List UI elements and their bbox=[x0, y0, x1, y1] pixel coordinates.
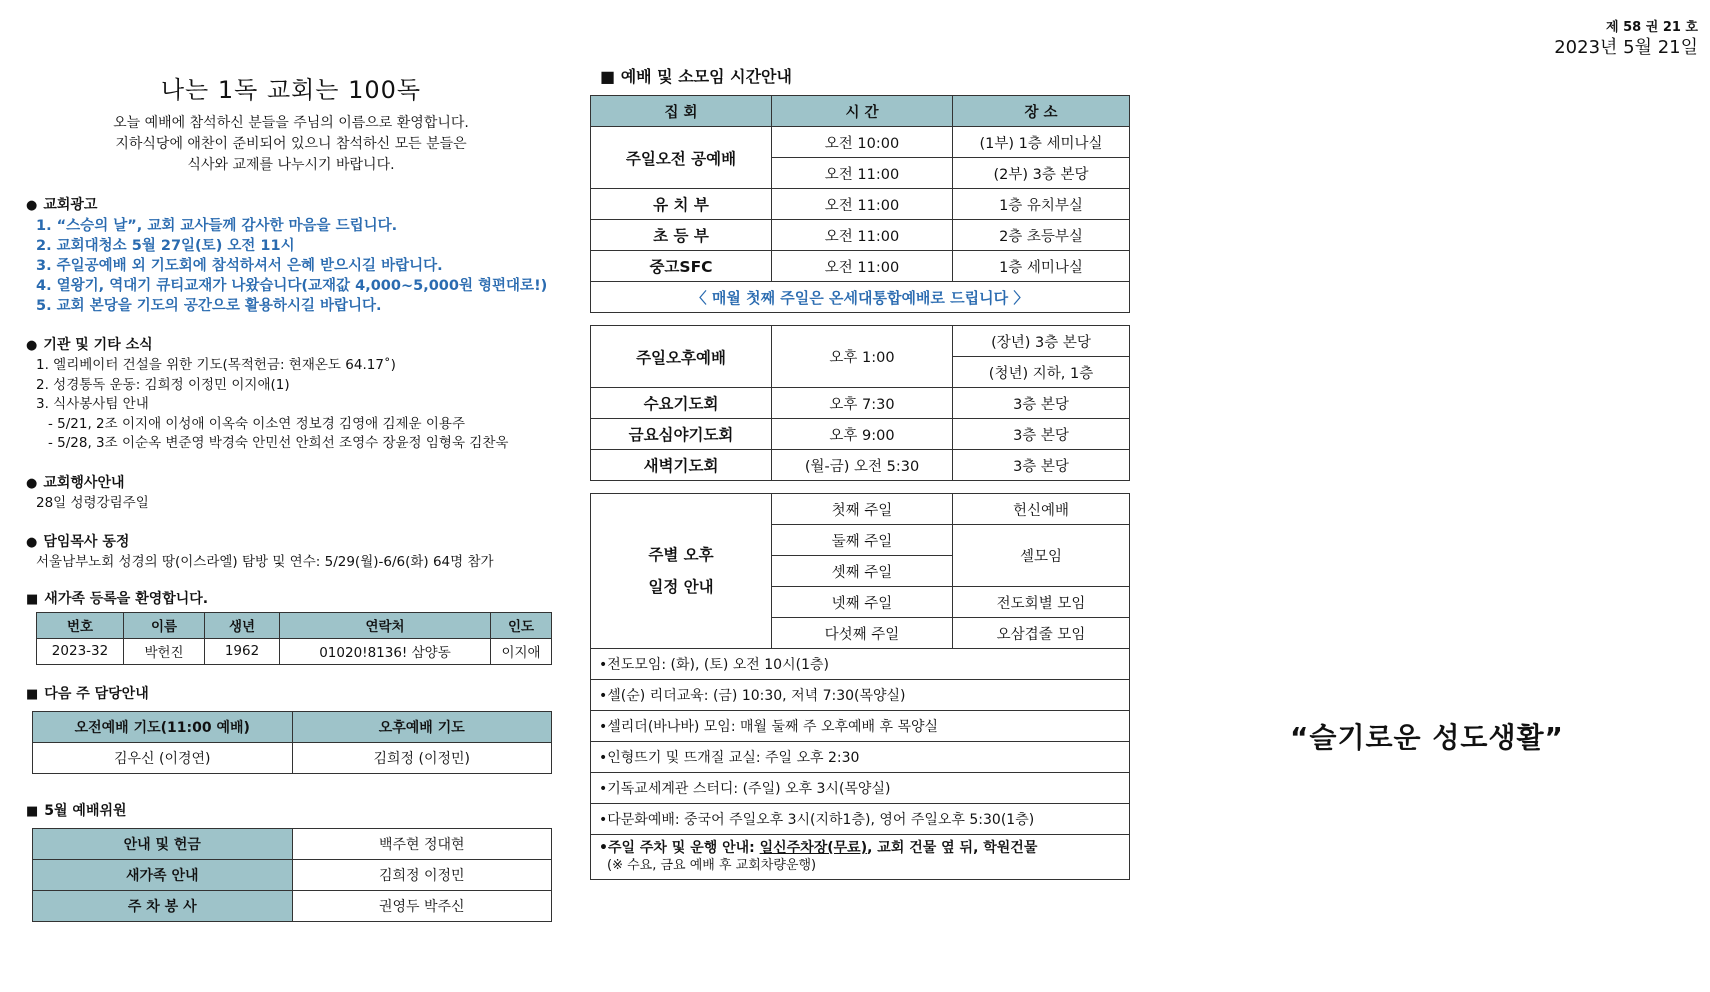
service-name: 초 등 부 bbox=[591, 220, 772, 251]
news-list bbox=[36, 356, 566, 454]
table-row bbox=[591, 189, 1130, 220]
bullet-icon: ● bbox=[26, 198, 38, 213]
notices-list bbox=[36, 216, 566, 316]
news-heading bbox=[26, 334, 566, 354]
parking-info bbox=[591, 835, 1130, 880]
service-place: 3층 본당 bbox=[953, 419, 1130, 450]
table-row bbox=[591, 773, 1130, 804]
pastor-heading bbox=[26, 531, 566, 551]
service-place: 1층 유치부실 bbox=[953, 189, 1130, 220]
parking-suffix: , 교회 건물 옆 뒤, 학원건물 bbox=[867, 840, 1038, 856]
table-row bbox=[591, 388, 1130, 419]
parking-lot: 일신주차장(무료) bbox=[759, 840, 868, 856]
welcome-line: 지하식당에 애찬이 준비되어 있으니 참석하신 모든 분들은 bbox=[115, 136, 467, 152]
service-place: (장년) 3층 본당 bbox=[953, 326, 1130, 357]
week-cell: 둘째 주일 bbox=[772, 525, 953, 556]
info-row: •인형뜨기 및 뜨개질 교실: 주일 오후 2:30 bbox=[591, 742, 1130, 773]
service-time: 오후 7:30 bbox=[772, 388, 953, 419]
parking-line bbox=[599, 839, 1129, 857]
service-time: 오후 9:00 bbox=[772, 419, 953, 450]
service-time: 오전 11:00 bbox=[772, 220, 953, 251]
next-week-table bbox=[32, 711, 552, 774]
service-name: 새벽기도회 bbox=[591, 450, 772, 481]
activity-cell: 셀모임 bbox=[953, 525, 1130, 587]
may-committee-title: 5월 예배위원 bbox=[44, 802, 127, 819]
bullet-icon: ● bbox=[26, 475, 38, 491]
news-sub-item: - 5/21, 2조 이지애 이성애 이옥숙 이소연 정보경 김영애 김제운 이용주 bbox=[48, 415, 466, 432]
week-cell: 다섯째 주일 bbox=[772, 618, 953, 649]
table-cell: 박헌진 bbox=[124, 638, 205, 664]
service-place: 3층 본당 bbox=[953, 388, 1130, 419]
welcome-line: 오늘 예배에 참석하신 분들을 주님의 이름으로 환영합니다. bbox=[113, 115, 469, 131]
weekly-schedule-table bbox=[590, 493, 1130, 880]
table-header: 번호 bbox=[37, 612, 124, 638]
newcomers-title: 새가족 등록을 환영합니다. bbox=[44, 590, 209, 607]
pastor-title: 담임목사 동정 bbox=[43, 533, 130, 550]
notice-item: 1. “스승의 날”, 교회 교사들께 감사한 마음을 드립니다. bbox=[36, 218, 398, 234]
table-row bbox=[591, 835, 1130, 880]
service-place: 1층 세미나실 bbox=[953, 251, 1130, 282]
table-cell: 이지애 bbox=[491, 638, 552, 664]
table-row bbox=[591, 680, 1130, 711]
schedule-heading bbox=[600, 64, 1135, 87]
newcomers-table bbox=[36, 612, 552, 665]
news-item: 3. 식사봉사팀 안내 bbox=[36, 396, 149, 412]
service-place: (청년) 지하, 1층 bbox=[953, 357, 1130, 388]
table-row bbox=[591, 282, 1130, 313]
notice-item: 2. 교회대청소 5월 27일(토) 오전 11시 bbox=[36, 238, 295, 254]
service-time: 오전 11:00 bbox=[772, 251, 953, 282]
service-time: 오전 11:00 bbox=[772, 158, 953, 189]
info-row: •다문화예배: 중국어 주일오후 3시(지하1층), 영어 주일오후 5:30(1층) bbox=[591, 804, 1130, 835]
issue-date: 2023년 5월 21일 bbox=[1554, 37, 1698, 58]
week-cell: 첫째 주일 bbox=[772, 494, 953, 525]
table-header: 생년 bbox=[205, 612, 280, 638]
notice-item: 4. 열왕기, 역대기 큐티교재가 나왔습니다(교재값 4,000~5,000원 형편대로!) bbox=[36, 278, 548, 294]
square-icon: ■ bbox=[26, 686, 39, 702]
table-header: 오전예배 기도(11:00 예배) bbox=[33, 711, 293, 742]
events-text: 28일 성령강림주일 bbox=[36, 494, 149, 511]
info-row: •기독교세계관 스터디: (주일) 오후 3시(목양실) bbox=[591, 773, 1130, 804]
newcomers-heading bbox=[26, 588, 566, 608]
table-row bbox=[33, 859, 552, 890]
info-row: •셀리더(바나바) 모임: 매월 둘째 주 오후예배 후 목양실 bbox=[591, 711, 1130, 742]
sunday-pm-table bbox=[590, 325, 1130, 481]
table-cell: 2023-32 bbox=[37, 638, 124, 664]
monthly-note: 〈 매월 첫째 주일은 온세대통합예배로 드립니다 〉 bbox=[591, 282, 1130, 313]
table-row bbox=[591, 220, 1130, 251]
parking-note: (※ 수요, 금요 예배 후 교회차량운행) bbox=[607, 858, 817, 873]
table-row bbox=[37, 638, 552, 664]
news-sub-item: - 5/28, 3조 이순옥 변준영 박경숙 안민선 안희선 조영수 장윤정 임형욱 김찬욱 bbox=[48, 435, 509, 451]
bullet-icon: ● bbox=[26, 338, 38, 353]
issue-volume: 제 58 권 21 호 bbox=[1606, 20, 1698, 35]
slogan: “슬기로운 성도생활” bbox=[1290, 721, 1564, 754]
main-title: 나는 1독 교회는 100독 bbox=[160, 76, 422, 104]
table-cell: 김우신 (이경연) bbox=[33, 742, 293, 773]
bullet-icon: ● bbox=[26, 534, 38, 550]
news-item: 1. 엘리베이터 건설을 위한 기도(목적헌금: 현재온도 64.17˚) bbox=[36, 357, 396, 373]
service-place: 2층 초등부실 bbox=[953, 220, 1130, 251]
role-cell: 안내 및 헌금 bbox=[33, 828, 293, 859]
table-cell: 01020!8136! 삼양동 bbox=[280, 638, 491, 664]
table-header: 이름 bbox=[124, 612, 205, 638]
service-time: 오후 1:00 bbox=[772, 326, 953, 388]
service-name: 주일오후예배 bbox=[591, 326, 772, 388]
names-cell: 권영두 박주신 bbox=[292, 890, 552, 921]
table-row bbox=[591, 450, 1130, 481]
table-row bbox=[591, 494, 1130, 525]
next-week-title: 다음 주 담당안내 bbox=[44, 685, 149, 702]
activity-cell: 헌신예배 bbox=[953, 494, 1130, 525]
table-row bbox=[591, 804, 1130, 835]
role-cell: 주 차 봉 사 bbox=[33, 890, 293, 921]
service-place: (1부) 1층 세미나실 bbox=[953, 127, 1130, 158]
table-row bbox=[33, 828, 552, 859]
table-cell: 김희정 (이정민) bbox=[292, 742, 552, 773]
weekly-label-line: 일정 안내 bbox=[648, 578, 714, 596]
issue-info bbox=[1554, 18, 1698, 58]
square-icon: ■ bbox=[26, 591, 39, 607]
info-row: •셀(순) 리더교육: (금) 10:30, 저녁 7:30(목양실) bbox=[591, 680, 1130, 711]
service-name: 금요심야기도회 bbox=[591, 419, 772, 450]
names-cell: 백주현 정대현 bbox=[292, 828, 552, 859]
notice-item: 5. 교회 본당을 기도의 공간으로 활용하시길 바랍니다. bbox=[36, 298, 382, 314]
next-week-heading bbox=[26, 683, 566, 703]
table-row bbox=[591, 711, 1130, 742]
service-name: 중고SFC bbox=[591, 251, 772, 282]
week-cell: 셋째 주일 bbox=[772, 556, 953, 587]
square-icon: ■ bbox=[600, 67, 616, 86]
notice-item: 3. 주일공예배 외 기도회에 참석하셔서 은혜 받으시길 바랍니다. bbox=[36, 258, 443, 274]
table-row bbox=[591, 419, 1130, 450]
table-row bbox=[33, 742, 552, 773]
table-header: 시 간 bbox=[772, 96, 953, 127]
service-place: (2부) 3층 본당 bbox=[953, 158, 1130, 189]
notices-heading bbox=[26, 194, 566, 214]
table-row bbox=[591, 742, 1130, 773]
schedule-column bbox=[590, 64, 1135, 880]
square-icon: ■ bbox=[26, 803, 39, 819]
pastor-text: 서울남부노회 성경의 땅(이스라엘) 탐방 및 연수: 5/29(월)-6/6(화) 64명 참가 bbox=[36, 553, 494, 570]
may-committee-heading bbox=[26, 800, 566, 820]
table-header: 오후예배 기도 bbox=[292, 711, 552, 742]
service-time: 오전 10:00 bbox=[772, 127, 953, 158]
weekly-label-line: 주별 오후 bbox=[648, 546, 714, 564]
service-name: 수요기도회 bbox=[591, 388, 772, 419]
table-header: 집 회 bbox=[591, 96, 772, 127]
table-header: 인도 bbox=[491, 612, 552, 638]
table-header: 장 소 bbox=[953, 96, 1130, 127]
parking-prefix: •주일 주차 및 운행 안내: bbox=[599, 840, 760, 856]
schedule-title: 예배 및 소모임 시간안내 bbox=[620, 67, 792, 86]
welcome-message bbox=[66, 113, 516, 176]
activity-cell: 전도회별 모임 bbox=[953, 587, 1130, 618]
news-title: 기관 및 기타 소식 bbox=[43, 337, 153, 353]
notices-title: 교회광고 bbox=[43, 197, 98, 213]
service-time: 오전 11:00 bbox=[772, 189, 953, 220]
weekly-label bbox=[591, 494, 772, 649]
week-cell: 넷째 주일 bbox=[772, 587, 953, 618]
left-column bbox=[26, 70, 566, 922]
role-cell: 새가족 안내 bbox=[33, 859, 293, 890]
news-item: 2. 성경통독 운동: 김희정 이정민 이지애(1) bbox=[36, 376, 290, 393]
info-row: •전도모임: (화), (토) 오전 10시(1층) bbox=[591, 649, 1130, 680]
table-row bbox=[591, 326, 1130, 357]
service-place: 3층 본당 bbox=[953, 450, 1130, 481]
table-row bbox=[591, 251, 1130, 282]
sunday-am-table bbox=[590, 95, 1130, 313]
table-header: 연락처 bbox=[280, 612, 491, 638]
table-row bbox=[591, 127, 1130, 158]
service-name: 주일오전 공예배 bbox=[591, 127, 772, 189]
events-heading bbox=[26, 472, 566, 492]
table-row bbox=[591, 649, 1130, 680]
events-title: 교회행사안내 bbox=[43, 474, 125, 491]
table-row bbox=[33, 890, 552, 921]
service-name: 유 치 부 bbox=[591, 189, 772, 220]
names-cell: 김희정 이정민 bbox=[292, 859, 552, 890]
may-committee-table bbox=[32, 828, 552, 922]
service-time: (월-금) 오전 5:30 bbox=[772, 450, 953, 481]
welcome-line: 식사와 교제를 나누시기 바랍니다. bbox=[187, 157, 395, 173]
table-cell: 1962 bbox=[205, 638, 280, 664]
activity-cell: 오삼겹줄 모임 bbox=[953, 618, 1130, 649]
